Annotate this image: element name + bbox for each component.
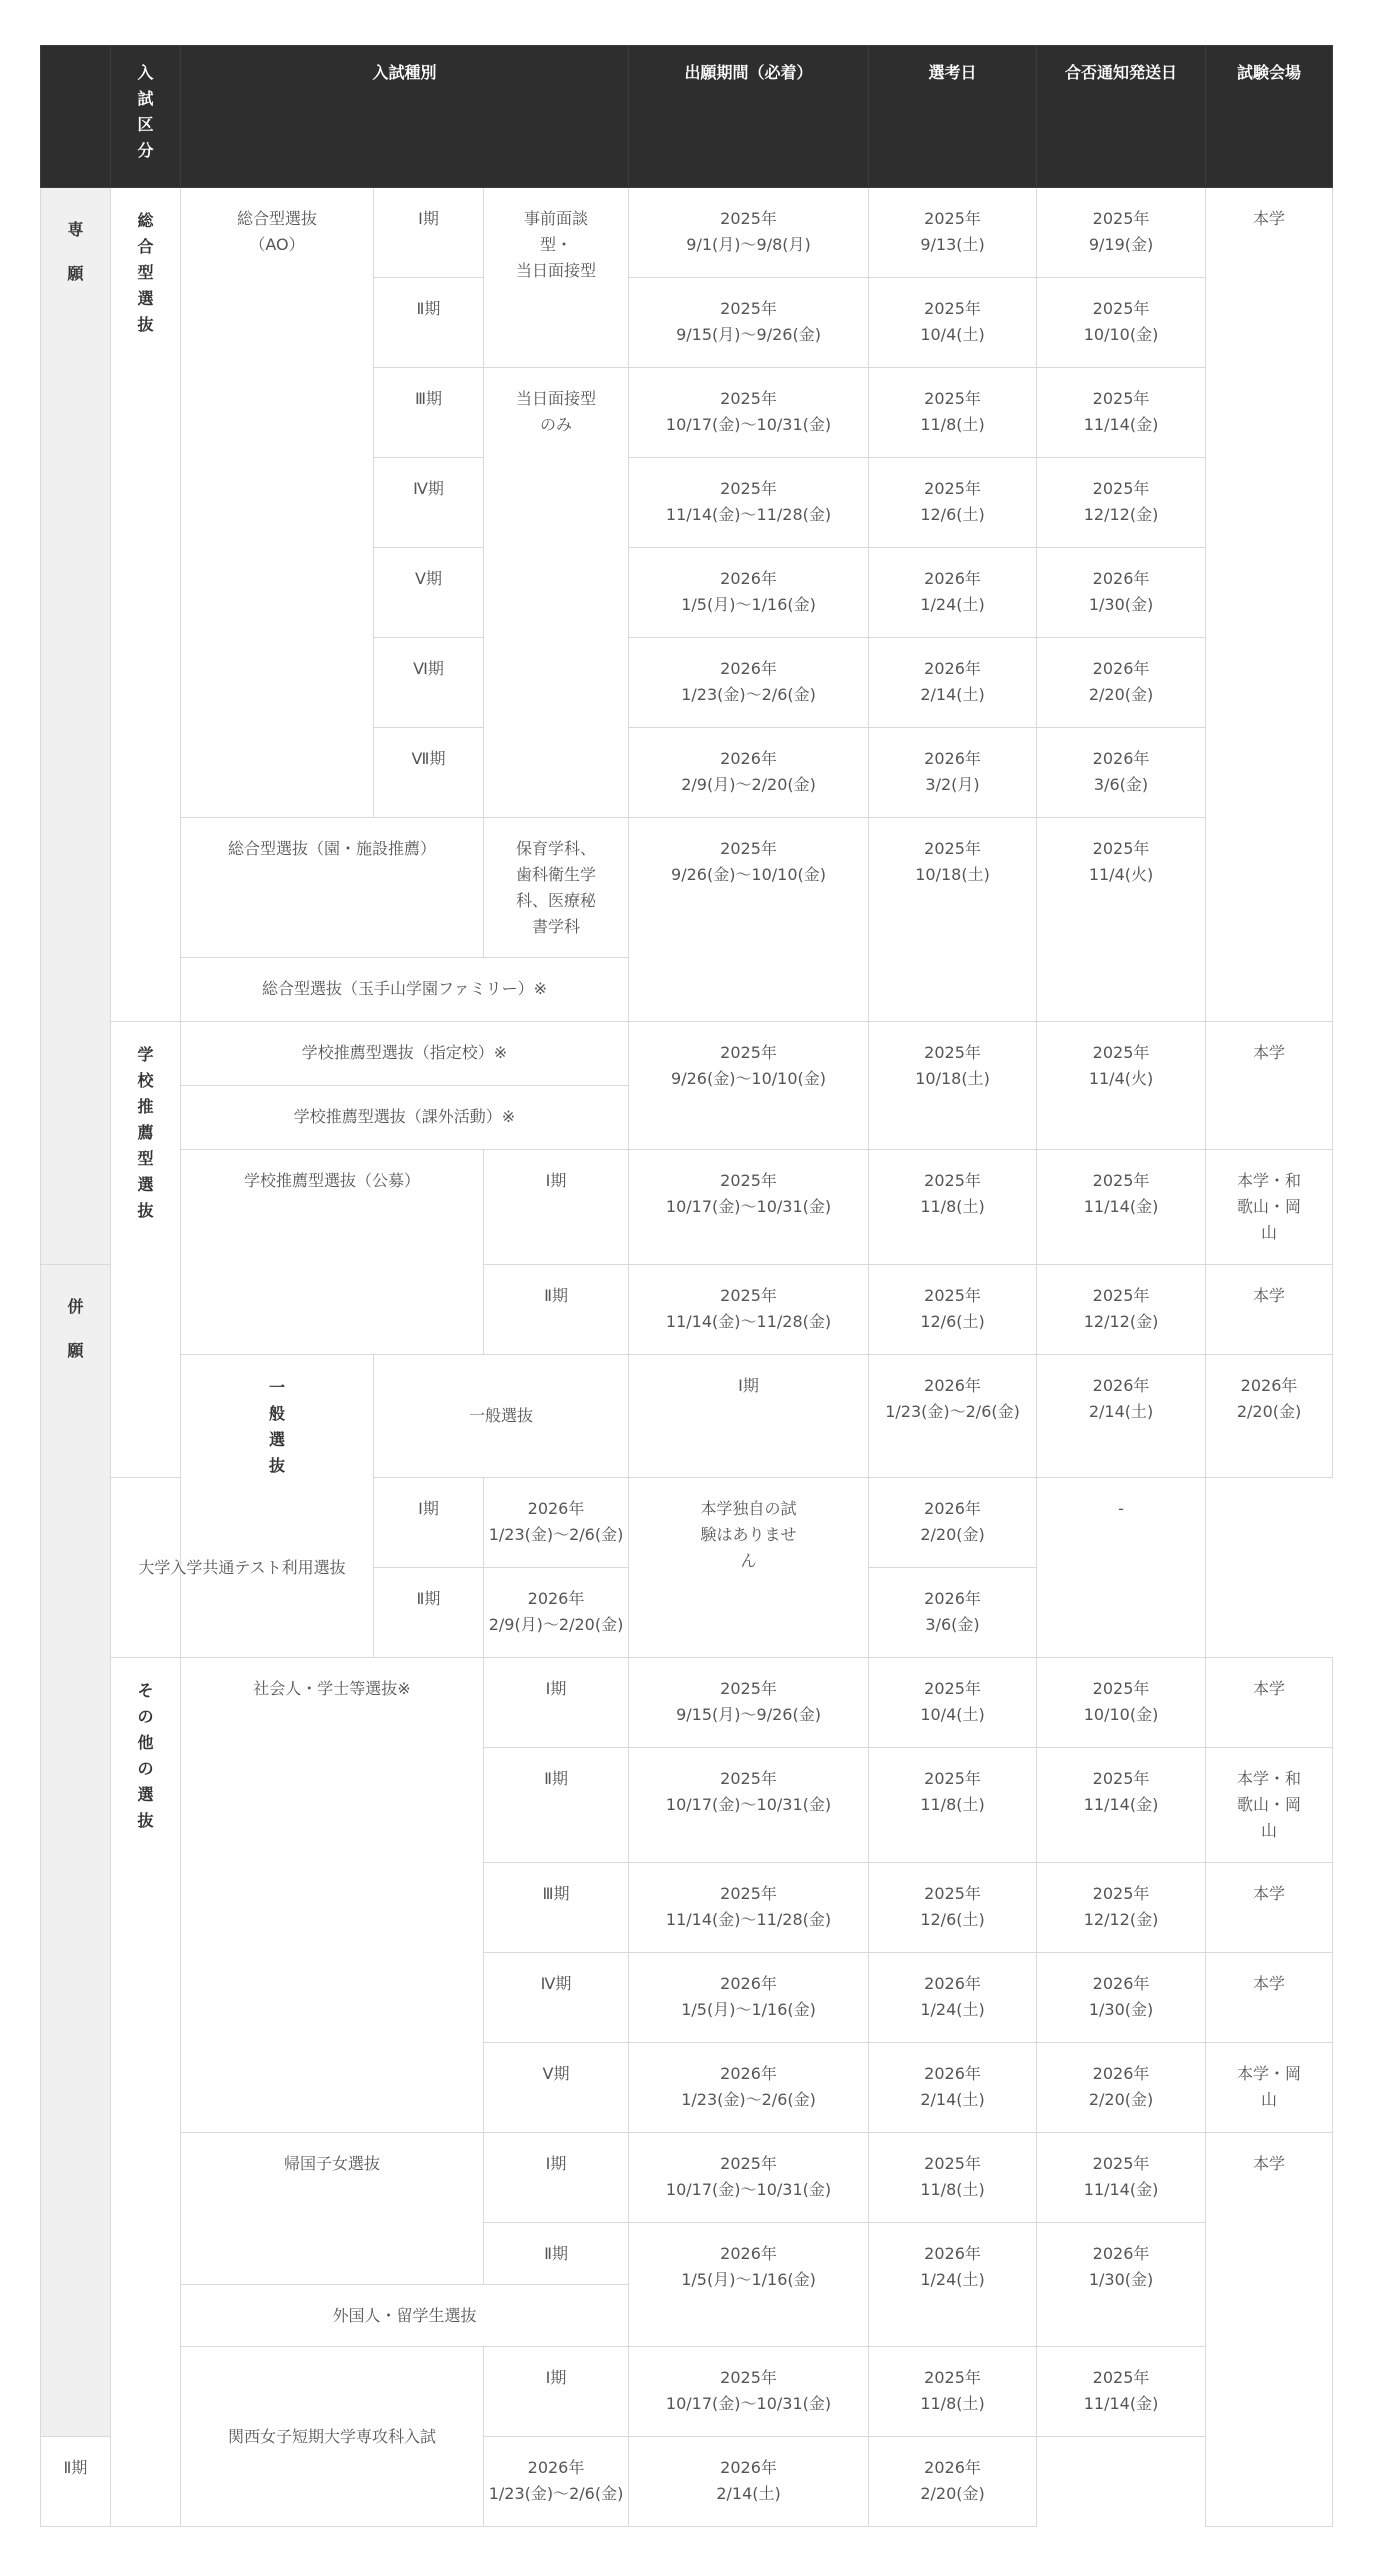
period-cell: 2026年 1/5(月)〜1/16(金) xyxy=(629,548,869,638)
period-cell: 2025年 10/17(金)〜10/31(金) xyxy=(629,1150,869,1265)
notice-date-cell: 2025年 12/12(金) xyxy=(1037,1265,1206,1355)
venue-cell: 本学 xyxy=(1206,1863,1333,1953)
exam-date-cell: 2026年 1/24(土) xyxy=(869,1953,1037,2043)
exam-date-cell: 2026年 2/14(土) xyxy=(629,2437,869,2527)
period-cell: 2026年 2/9(月)〜2/20(金) xyxy=(484,1568,629,1658)
venue-cell: 本学 xyxy=(1206,188,1333,1022)
term-label: Ⅴ期 xyxy=(484,2043,629,2133)
type-kobo: 学校推薦型選抜（公募） xyxy=(181,1150,484,1355)
notice-date-cell: 2025年 11/4(火) xyxy=(1037,818,1206,1022)
exam-date-cell: 2025年 10/4(土) xyxy=(869,1658,1037,1748)
notice-date-cell: 2026年 2/20(金) xyxy=(1037,638,1206,728)
table-row xyxy=(41,188,1333,278)
term-label: Ⅰ期 xyxy=(484,2347,629,2437)
term-label: Ⅳ期 xyxy=(374,458,484,548)
period-cell: 2025年 10/17(金)〜10/31(金) xyxy=(629,2347,869,2437)
exam-date-cell: 2025年 11/8(土) xyxy=(869,1150,1037,1265)
period-cell: 2026年 1/23(金)〜2/6(金) xyxy=(484,1478,629,1568)
term-label: Ⅰ期 xyxy=(374,1478,484,1568)
venue-cell: 本学・岡 山 xyxy=(1206,2043,1333,2133)
notice-date-cell: 2026年 3/6(金) xyxy=(869,1568,1037,1658)
type-family: 総合型選抜（玉手山学園ファミリー）※ xyxy=(181,958,629,1022)
notice-date-cell: 2026年 2/20(金) xyxy=(869,1478,1037,1568)
period-cell: 2026年 1/23(金)〜2/6(金) xyxy=(869,1355,1037,1478)
venue-cell: 本学 xyxy=(1206,2133,1333,2527)
term-label: Ⅱ期 xyxy=(374,1568,484,1658)
exam-date-cell: 2025年 12/6(土) xyxy=(869,1265,1037,1355)
exam-date-cell: 2026年 1/24(土) xyxy=(869,548,1037,638)
type-ao: 総合型選抜 （AO） xyxy=(181,188,374,818)
period-cell: 2026年 1/23(金)〜2/6(金) xyxy=(629,638,869,728)
period-cell: 2026年 1/23(金)〜2/6(金) xyxy=(484,2437,629,2527)
category-sonota: その他の選抜 xyxy=(111,1658,181,2527)
table-row xyxy=(41,1022,1333,1086)
period-cell: 2026年 1/5(月)〜1/16(金) xyxy=(629,2223,869,2347)
notice-date-cell: 2025年 11/14(金) xyxy=(1037,368,1206,458)
type-en-sub: 保育学科、 歯科衛生学 科、医療秘 書学科 xyxy=(484,818,629,958)
exam-date-cell: 2026年 2/14(土) xyxy=(869,638,1037,728)
term-label: Ⅱ期 xyxy=(374,278,484,368)
period-cell: 2025年 10/17(金)〜10/31(金) xyxy=(629,1748,869,1863)
exam-date-cell: 2025年 10/18(土) xyxy=(869,818,1037,1022)
term-label: Ⅱ期 xyxy=(484,2223,629,2285)
type-gaikoku: 外国人・留学生選抜 xyxy=(181,2285,629,2347)
venue-cell: 本学 xyxy=(1206,1265,1333,1355)
notice-date-cell: 2026年 1/30(金) xyxy=(1037,548,1206,638)
type-kyotsu: 大学入学共通テスト利用選抜 xyxy=(111,1478,374,1658)
term-label: Ⅱ期 xyxy=(484,1265,629,1355)
table-row xyxy=(41,1150,1333,1265)
venue-cell: 本学・和 歌山・岡 山 xyxy=(1206,1748,1333,1863)
notice-date-cell: 2025年 10/10(金) xyxy=(1037,278,1206,368)
exam-date-cell: 2026年 1/24(土) xyxy=(869,2223,1037,2347)
exam-date-cell: 2025年 11/8(土) xyxy=(869,1748,1037,1863)
type-ippan: 一般選抜 xyxy=(374,1355,629,1478)
notice-date-cell: 2026年 2/20(金) xyxy=(1206,1355,1333,1478)
type-ao-sub2: 当日面接型 のみ xyxy=(484,368,629,818)
header-exam-date: 選考日 xyxy=(869,46,1037,188)
term-label: Ⅱ期 xyxy=(484,1748,629,1863)
type-shitei: 学校推薦型選抜（指定校）※ xyxy=(181,1022,629,1086)
exam-date-cell: 2025年 10/18(土) xyxy=(869,1022,1037,1150)
category-sengan: 専願 xyxy=(41,188,111,1265)
table-row xyxy=(41,2133,1333,2223)
exam-date-cell: 2025年 11/8(土) xyxy=(869,2133,1037,2223)
term-label: Ⅰ期 xyxy=(629,1355,869,1478)
period-cell: 2025年 9/26(金)〜10/10(金) xyxy=(629,818,869,1022)
notice-date-cell: 2025年 11/4(火) xyxy=(1037,1022,1206,1150)
notice-date-cell: 2025年 11/14(金) xyxy=(1037,2347,1206,2437)
type-kagai: 学校推薦型選抜（課外活動）※ xyxy=(181,1086,629,1150)
category-ippan: 一般選抜 xyxy=(181,1355,374,1658)
exam-date-cell: 2026年 2/14(土) xyxy=(1037,1355,1206,1478)
notice-date-cell: 2026年 2/20(金) xyxy=(1037,2043,1206,2133)
exam-date-cell: 2025年 12/6(土) xyxy=(869,458,1037,548)
term-label: Ⅴ期 xyxy=(374,548,484,638)
header-category: 入試区分 xyxy=(111,46,181,188)
exam-date-cell: 本学独自の試 験はありませ ん xyxy=(629,1478,869,1658)
admission-schedule-table xyxy=(40,45,1333,2527)
header-period: 出願期間（必着） xyxy=(629,46,869,188)
exam-date-cell: 2025年 12/6(土) xyxy=(869,1863,1037,1953)
venue-cell: 本学・和 歌山・岡 山 xyxy=(1206,1150,1333,1265)
exam-date-cell: 2025年 11/8(土) xyxy=(869,368,1037,458)
period-cell: 2025年 9/15(月)〜9/26(金) xyxy=(629,1658,869,1748)
header-type: 入試種別 xyxy=(181,46,629,188)
header-venue: 試験会場 xyxy=(1206,46,1333,188)
term-label: Ⅰ期 xyxy=(484,1150,629,1265)
notice-date-cell: 2026年 2/20(金) xyxy=(869,2437,1037,2527)
type-shakai: 社会人・学士等選抜※ xyxy=(181,1658,484,2133)
period-cell: 2025年 11/14(金)〜11/28(金) xyxy=(629,1863,869,1953)
term-label: Ⅶ期 xyxy=(374,728,484,818)
table-row xyxy=(41,818,1333,958)
venue-cell: - xyxy=(1037,1478,1206,1658)
term-label: Ⅰ期 xyxy=(374,188,484,278)
notice-date-cell: 2025年 11/14(金) xyxy=(1037,1150,1206,1265)
period-cell: 2025年 9/26(金)〜10/10(金) xyxy=(629,1022,869,1150)
term-label: Ⅱ期 xyxy=(41,2437,111,2527)
category-heigan: 併願 xyxy=(41,1265,111,2437)
table-row xyxy=(41,1478,1333,1568)
term-label: Ⅰ期 xyxy=(484,1658,629,1748)
venue-cell: 本学 xyxy=(1206,1953,1333,2043)
notice-date-cell: 2025年 11/14(金) xyxy=(1037,2133,1206,2223)
category-suisen: 学校推薦型選抜 xyxy=(111,1022,181,1478)
period-cell: 2026年 1/5(月)〜1/16(金) xyxy=(629,1953,869,2043)
exam-date-cell: 2026年 2/14(土) xyxy=(869,2043,1037,2133)
table-row xyxy=(41,1658,1333,1748)
notice-date-cell: 2025年 9/19(金) xyxy=(1037,188,1206,278)
term-label: Ⅰ期 xyxy=(484,2133,629,2223)
period-cell: 2026年 1/23(金)〜2/6(金) xyxy=(629,2043,869,2133)
header-blank xyxy=(41,46,111,188)
table-header-row xyxy=(41,46,1333,188)
period-cell: 2025年 11/14(金)〜11/28(金) xyxy=(629,1265,869,1355)
exam-date-cell: 2025年 9/13(土) xyxy=(869,188,1037,278)
exam-date-cell: 2025年 11/8(土) xyxy=(869,2347,1037,2437)
notice-date-cell: 2025年 12/12(金) xyxy=(1037,458,1206,548)
type-en: 総合型選抜（園・施設推薦） xyxy=(181,818,484,958)
period-cell: 2025年 10/17(金)〜10/31(金) xyxy=(629,2133,869,2223)
table-row xyxy=(41,2347,1333,2437)
period-cell: 2025年 9/1(月)〜9/8(月) xyxy=(629,188,869,278)
venue-cell: 本学 xyxy=(1206,1658,1333,1748)
notice-date-cell: 2026年 1/30(金) xyxy=(1037,1953,1206,2043)
term-label: Ⅳ期 xyxy=(484,1953,629,2043)
period-cell: 2025年 11/14(金)〜11/28(金) xyxy=(629,458,869,548)
type-kansai: 関西女子短期大学専攻科入試 xyxy=(181,2347,484,2527)
notice-date-cell: 2025年 12/12(金) xyxy=(1037,1863,1206,1953)
exam-date-cell: 2025年 10/4(土) xyxy=(869,278,1037,368)
term-label: Ⅵ期 xyxy=(374,638,484,728)
exam-date-cell: 2026年 3/2(月) xyxy=(869,728,1037,818)
table-row xyxy=(41,1355,1333,1478)
period-cell: 2026年 2/9(月)〜2/20(金) xyxy=(629,728,869,818)
notice-date-cell: 2026年 1/30(金) xyxy=(1037,2223,1206,2347)
notice-date-cell: 2025年 11/14(金) xyxy=(1037,1748,1206,1863)
type-kikoku: 帰国子女選抜 xyxy=(181,2133,484,2285)
term-label: Ⅲ期 xyxy=(374,368,484,458)
type-ao-sub1: 事前面談 型・ 当日面接型 xyxy=(484,188,629,368)
period-cell: 2025年 9/15(月)〜9/26(金) xyxy=(629,278,869,368)
term-label: Ⅲ期 xyxy=(484,1863,629,1953)
header-notice-date: 合否通知発送日 xyxy=(1037,46,1206,188)
notice-date-cell: 2026年 3/6(金) xyxy=(1037,728,1206,818)
notice-date-cell: 2025年 10/10(金) xyxy=(1037,1658,1206,1748)
period-cell: 2025年 10/17(金)〜10/31(金) xyxy=(629,368,869,458)
venue-cell: 本学 xyxy=(1206,1022,1333,1150)
category-sogo: 総合型選抜 xyxy=(111,188,181,1022)
